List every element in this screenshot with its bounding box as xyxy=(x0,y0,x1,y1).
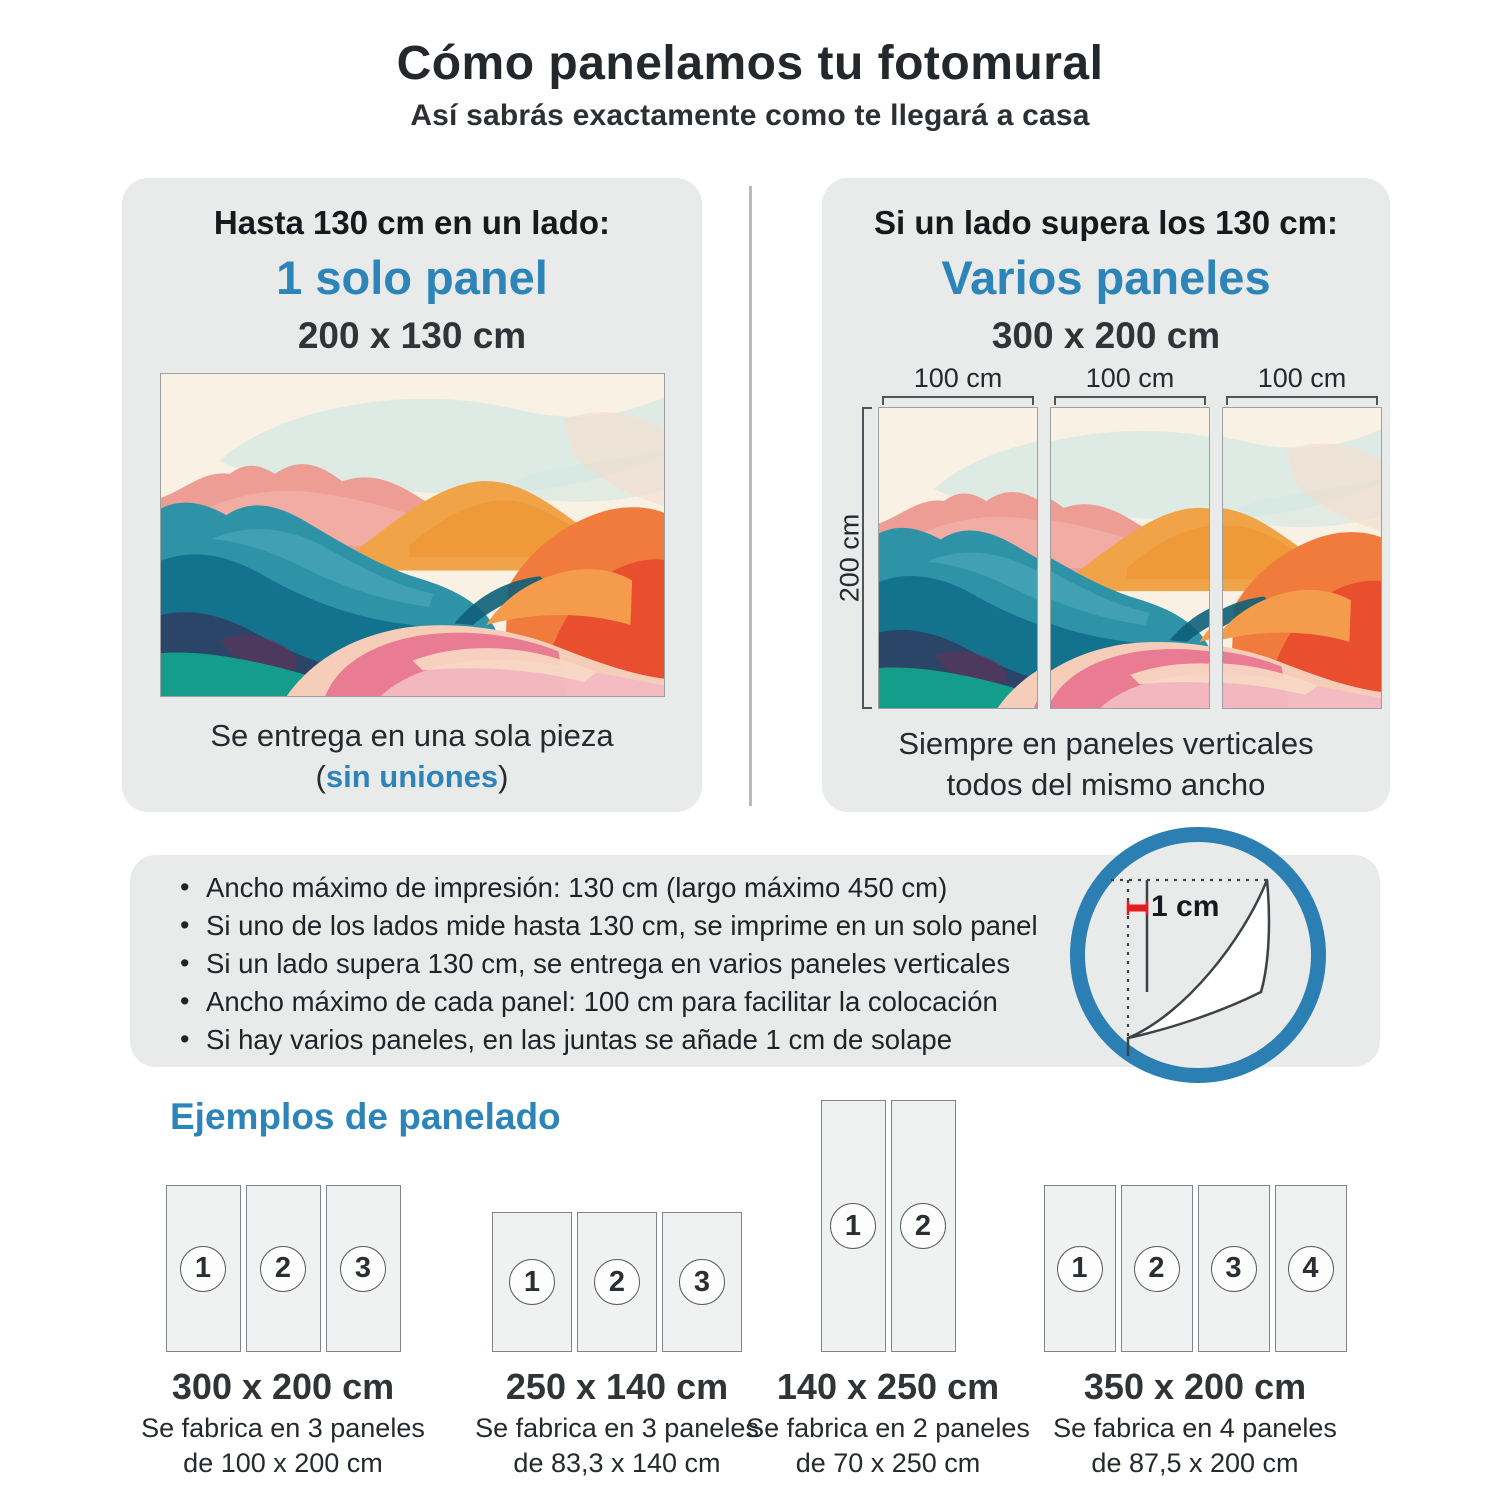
example-desc-line2: de 83,3 x 140 cm xyxy=(513,1448,721,1478)
note-bullet: • Ancho máximo de impresión: 130 cm (largo máximo 450 cm) xyxy=(176,872,1038,903)
paren-close: ) xyxy=(498,759,509,794)
page-subtitle: Así sabrás exactamente como te llegará a casa xyxy=(410,99,1090,132)
multi-panel-diagram xyxy=(834,363,1382,709)
note-bullet: • Si un lado supera 130 cm, se entrega en varios paneles verticales xyxy=(176,948,1038,979)
multi-panel-footer xyxy=(898,723,1313,805)
example-panel xyxy=(1121,1185,1193,1352)
mural-panel xyxy=(1050,407,1210,709)
example-desc-line1: Se fabrica en 2 paneles xyxy=(746,1413,1030,1443)
panel-number-badge: 4 xyxy=(1288,1246,1334,1292)
multi-panel-row xyxy=(834,407,1382,709)
panel-number-badge: 2 xyxy=(260,1246,306,1292)
width-measure xyxy=(1050,363,1210,405)
panel-number-badge: 1 xyxy=(180,1246,226,1292)
example-panel xyxy=(326,1185,401,1352)
example-panel xyxy=(821,1100,886,1352)
example-desc-line2: de 70 x 250 cm xyxy=(795,1448,981,1478)
measure-bracket-horizontal xyxy=(882,396,1034,405)
overlap-measure-label: 1 cm xyxy=(1151,890,1220,923)
width-measure-label: 100 cm xyxy=(1257,363,1347,393)
footer-line2: todos del mismo ancho xyxy=(946,767,1266,802)
footer-line1: Se entrega en una sola pieza xyxy=(210,718,614,753)
overlap-detail-badge xyxy=(1070,827,1326,1083)
example-group xyxy=(462,1096,772,1478)
panel-number-badge: 2 xyxy=(594,1259,640,1305)
single-panel-footer xyxy=(210,715,613,797)
example-size: 350 x 200 cm xyxy=(1083,1366,1307,1407)
width-measure-label: 100 cm xyxy=(1085,363,1175,393)
example-panel xyxy=(577,1212,657,1352)
example-panels xyxy=(166,1096,401,1352)
note-bullet: • Ancho máximo de cada panel: 100 cm para facilitar la colocación xyxy=(176,986,1038,1017)
measure-bracket-horizontal xyxy=(1226,396,1378,405)
panel-number-badge: 1 xyxy=(1057,1246,1103,1292)
example-panel xyxy=(1044,1185,1116,1352)
panel-number-badge: 1 xyxy=(509,1259,555,1305)
example-desc-line1: Se fabrica en 4 paneles xyxy=(1053,1413,1337,1443)
example-panel xyxy=(246,1185,321,1352)
example-panel xyxy=(492,1212,572,1352)
width-measure-label: 100 cm xyxy=(913,363,1003,393)
example-panels xyxy=(492,1096,742,1352)
example-desc-line2: de 100 x 200 cm xyxy=(183,1448,383,1478)
panel-number-badge: 3 xyxy=(340,1246,386,1292)
panel-number-badge: 3 xyxy=(1211,1246,1257,1292)
example-group xyxy=(128,1096,438,1478)
page-title: Cómo panelamos tu fotomural xyxy=(396,37,1104,90)
multi-panel-card xyxy=(822,178,1390,812)
examples-heading: Ejemplos de panelado xyxy=(170,1096,561,1137)
page-curl-icon xyxy=(1085,842,1311,1068)
example-size: 250 x 140 cm xyxy=(505,1366,729,1407)
single-panel-size: 200 x 130 cm xyxy=(297,315,527,356)
example-group xyxy=(733,1096,1043,1478)
panel-number-badge: 1 xyxy=(830,1203,876,1249)
example-panel xyxy=(1198,1185,1270,1352)
example-size: 300 x 200 cm xyxy=(171,1366,395,1407)
example-size: 140 x 250 cm xyxy=(776,1366,1000,1407)
panel-number-badge: 3 xyxy=(679,1259,725,1305)
height-measure-label: 200 cm xyxy=(834,513,865,603)
example-panel xyxy=(891,1100,956,1352)
footer-highlight: sin uniones xyxy=(325,759,499,794)
example-panels xyxy=(821,1096,956,1352)
panel-number-badge: 2 xyxy=(1134,1246,1180,1292)
footer-line1: Siempre en paneles verticales xyxy=(898,726,1314,761)
multi-panel-condition: Si un lado supera los 130 cm: xyxy=(874,204,1338,241)
width-measure xyxy=(878,363,1038,405)
note-bullet: • Si uno de los lados mide hasta 130 cm, se imprime en un solo panel xyxy=(176,910,1038,941)
single-panel-condition: Hasta 130 cm en un lado: xyxy=(213,204,611,241)
card-divider xyxy=(749,186,752,806)
example-panel xyxy=(662,1212,742,1352)
mural-preview-image xyxy=(160,373,665,697)
example-desc-line2: de 87,5 x 200 cm xyxy=(1091,1448,1299,1478)
example-panel xyxy=(1275,1185,1347,1352)
example-group xyxy=(1040,1096,1350,1478)
panel-number-badge: 2 xyxy=(900,1203,946,1249)
example-panel xyxy=(166,1185,241,1352)
example-desc-line1: Se fabrica en 3 paneles xyxy=(141,1413,425,1443)
examples-row xyxy=(0,1096,1500,1496)
measure-bracket-horizontal xyxy=(1054,396,1206,405)
multi-panel-size: 300 x 200 cm xyxy=(991,315,1221,356)
width-measure xyxy=(1222,363,1382,405)
notes-list xyxy=(176,872,1038,1062)
note-bullet: • Si hay varios paneles, en las juntas se añade 1 cm de solape xyxy=(176,1024,1038,1055)
mural-panel xyxy=(1222,407,1382,709)
mural-panel xyxy=(878,407,1038,709)
width-labels-row xyxy=(878,363,1382,405)
single-panel-card xyxy=(122,178,702,812)
example-desc-line1: Se fabrica en 3 paneles xyxy=(475,1413,759,1443)
multi-panel-result: Varios paneles xyxy=(941,251,1271,304)
paren-open: ( xyxy=(315,759,326,794)
single-panel-result: 1 solo panel xyxy=(276,251,548,304)
example-panels xyxy=(1044,1096,1347,1352)
